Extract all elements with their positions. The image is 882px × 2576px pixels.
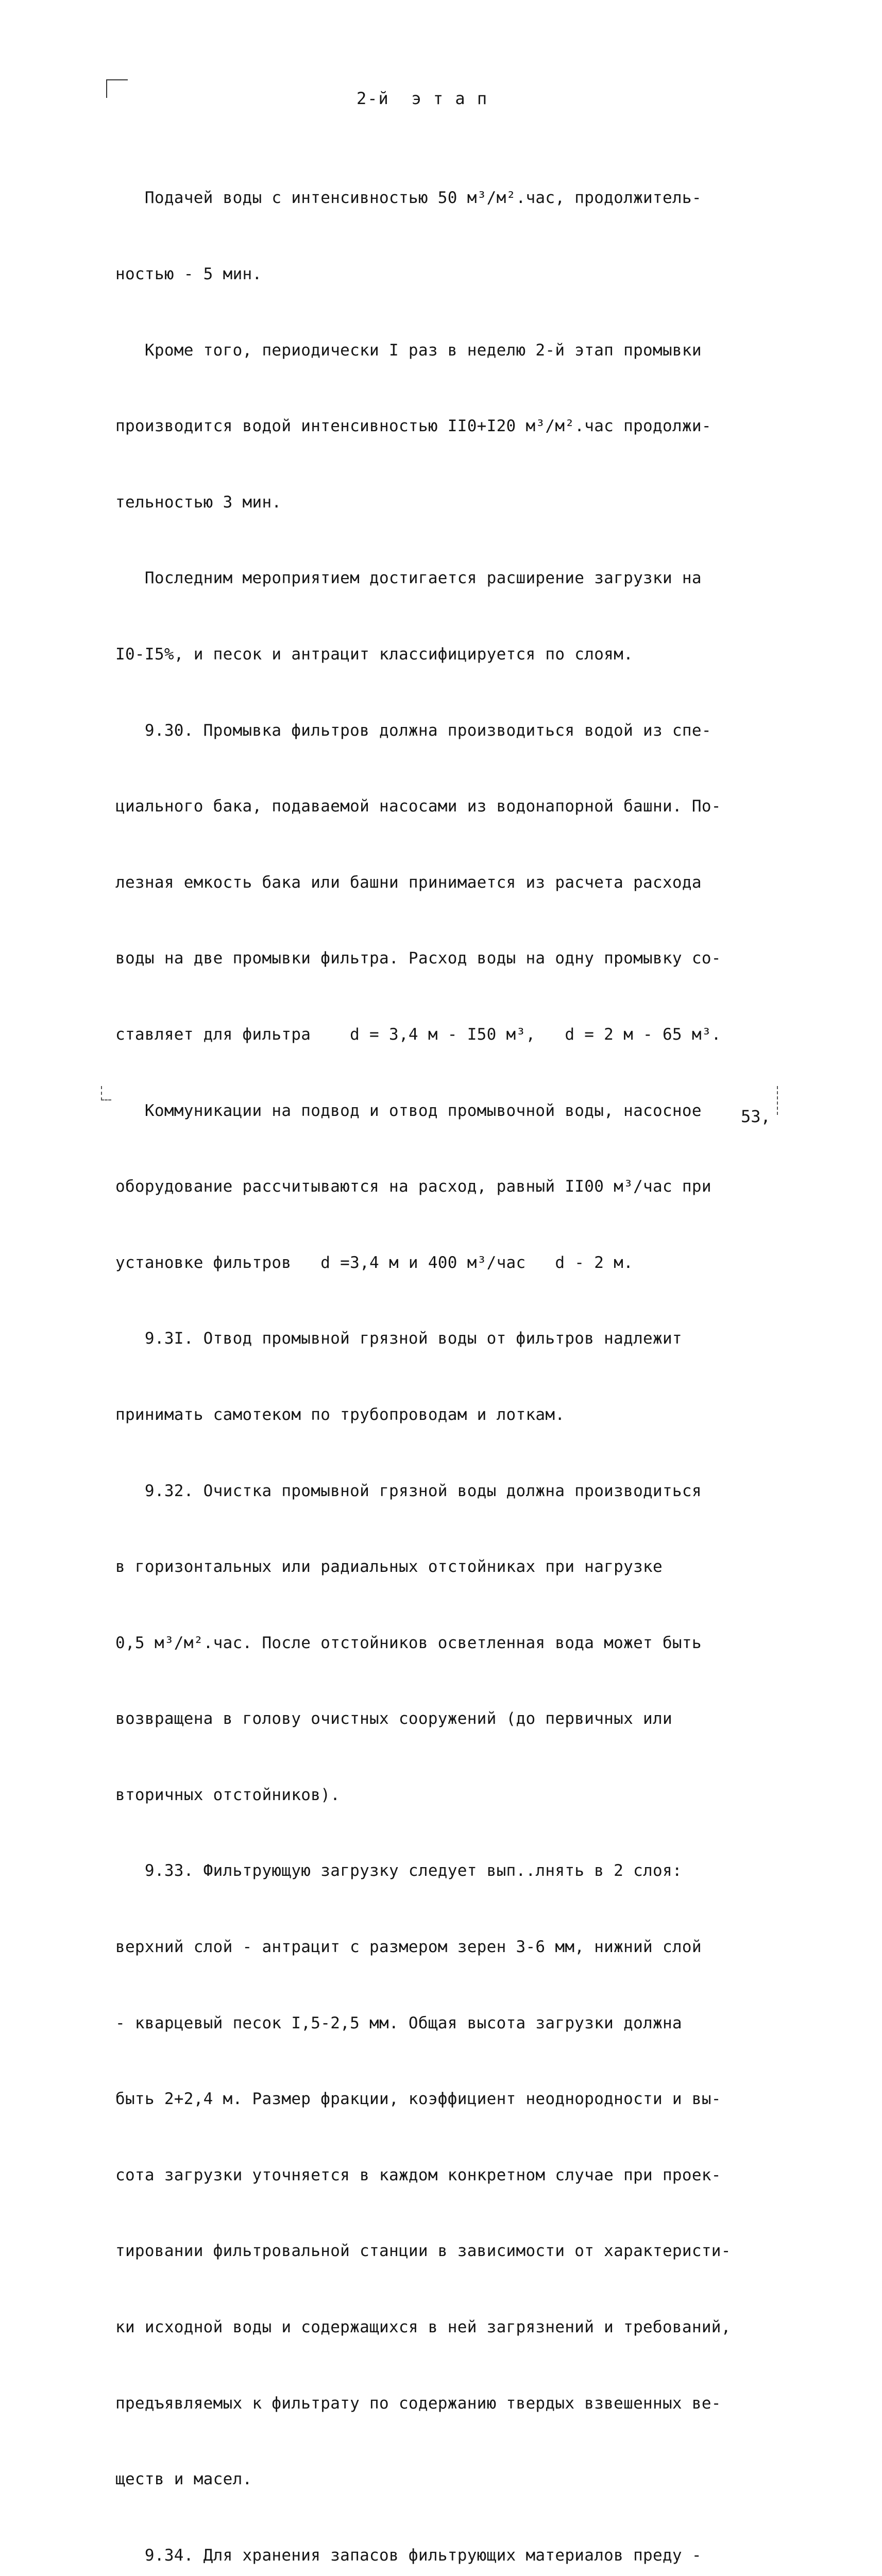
text-line: Кроме того, периодически I раз в неделю 2-й этап промывки <box>115 341 702 360</box>
scan-mark-left <box>101 1086 111 1100</box>
page-number: 53, <box>741 1107 771 1126</box>
text-line: производится водой интенсивностью II0+I20 м³/м².час продолжи- <box>115 417 711 436</box>
text-line: предъявляемых к фильтрату по содержанию твердых взвешенных ве- <box>115 2394 721 2413</box>
text-line: Подачей воды с интенсивностью 50 м³/м².час, продолжитель- <box>115 189 702 208</box>
text-line: 9.33. Фильтрующую загрузку следует вып..лнять в 2 слоя: <box>115 1861 682 1880</box>
text-line: Коммуникации на подвод и отвод промывочной воды, насосное <box>115 1101 702 1120</box>
scan-mark-right <box>777 1086 779 1115</box>
text-line: принимать самотеком по трубопроводам и лоткам. <box>115 1405 565 1424</box>
text-line: Последним мероприятием достигается расширение загрузки на <box>115 569 702 588</box>
text-line: 9.32. Очистка промывной грязной воды должна производиться <box>115 1481 702 1500</box>
text-line: 9.3I. Отвод промывной грязной воды от фильтров надлежит <box>115 1329 682 1348</box>
text-line: установке фильтров d =3,4 м и 400 м³/час d - 2 м. <box>115 1253 634 1272</box>
text-line: воды на две промывки фильтра. Расход воды на одну промывку со- <box>115 949 721 968</box>
text-line: ществ и масел. <box>115 2470 252 2489</box>
text-line: 9.30. Промывка фильтров должна производиться водой из спе- <box>115 721 711 740</box>
text-line: быть 2+2,4 м. Размер фракции, коэффициент неоднородности и вы- <box>115 2090 721 2109</box>
text-line: тировании фильтровальной станции в зависимости от характеристи- <box>115 2242 731 2261</box>
text-line: вторичных отстойников). <box>115 1785 341 1804</box>
text-line: тельностью 3 мин. <box>115 493 282 512</box>
text-line: оборудование рассчитываются на расход, равный II00 м³/час при <box>115 1177 711 1196</box>
text-line: 9.34. Для хранения запасов фильтрующих материалов преду - <box>115 2546 702 2565</box>
corner-mark <box>106 79 128 98</box>
text-line: - кварцевый песок I,5-2,5 мм. Общая высота загрузки должна <box>115 2013 682 2032</box>
text-line: лезная емкость бака или башни принимается из расчета расхода <box>115 873 702 892</box>
body-text <box>115 135 780 2576</box>
text-line: сота загрузки уточняется в каждом конкретном случае при проек- <box>115 2165 721 2184</box>
text-line: ностью - 5 мин. <box>115 265 262 283</box>
text-line: в горизонтальных или радиальных отстойниках при нагрузке <box>115 1557 663 1577</box>
stage-heading: 2-й э т а п <box>357 89 488 108</box>
text-line: возвращена в голову очистных сооружений (до первичных или <box>115 1709 672 1728</box>
text-line: циального бака, подаваемой насосами из водонапорной башни. По- <box>115 797 721 816</box>
text-line: верхний слой - антрацит с размером зерен 3-6 мм, нижний слой <box>115 1938 702 1957</box>
text-line: 0,5 м³/м².час. После отстойников осветленная вода может быть <box>115 1633 702 1652</box>
text-line: I0-I5%, и песок и антрацит классифицируется по слоям. <box>115 645 634 664</box>
text-line: ставляет для фильтра d = 3,4 м - I50 м³, d = 2 м - 65 м³. <box>115 1025 721 1044</box>
text-line: ки исходной воды и содержащихся в ней загрязнений и требований, <box>115 2318 731 2337</box>
